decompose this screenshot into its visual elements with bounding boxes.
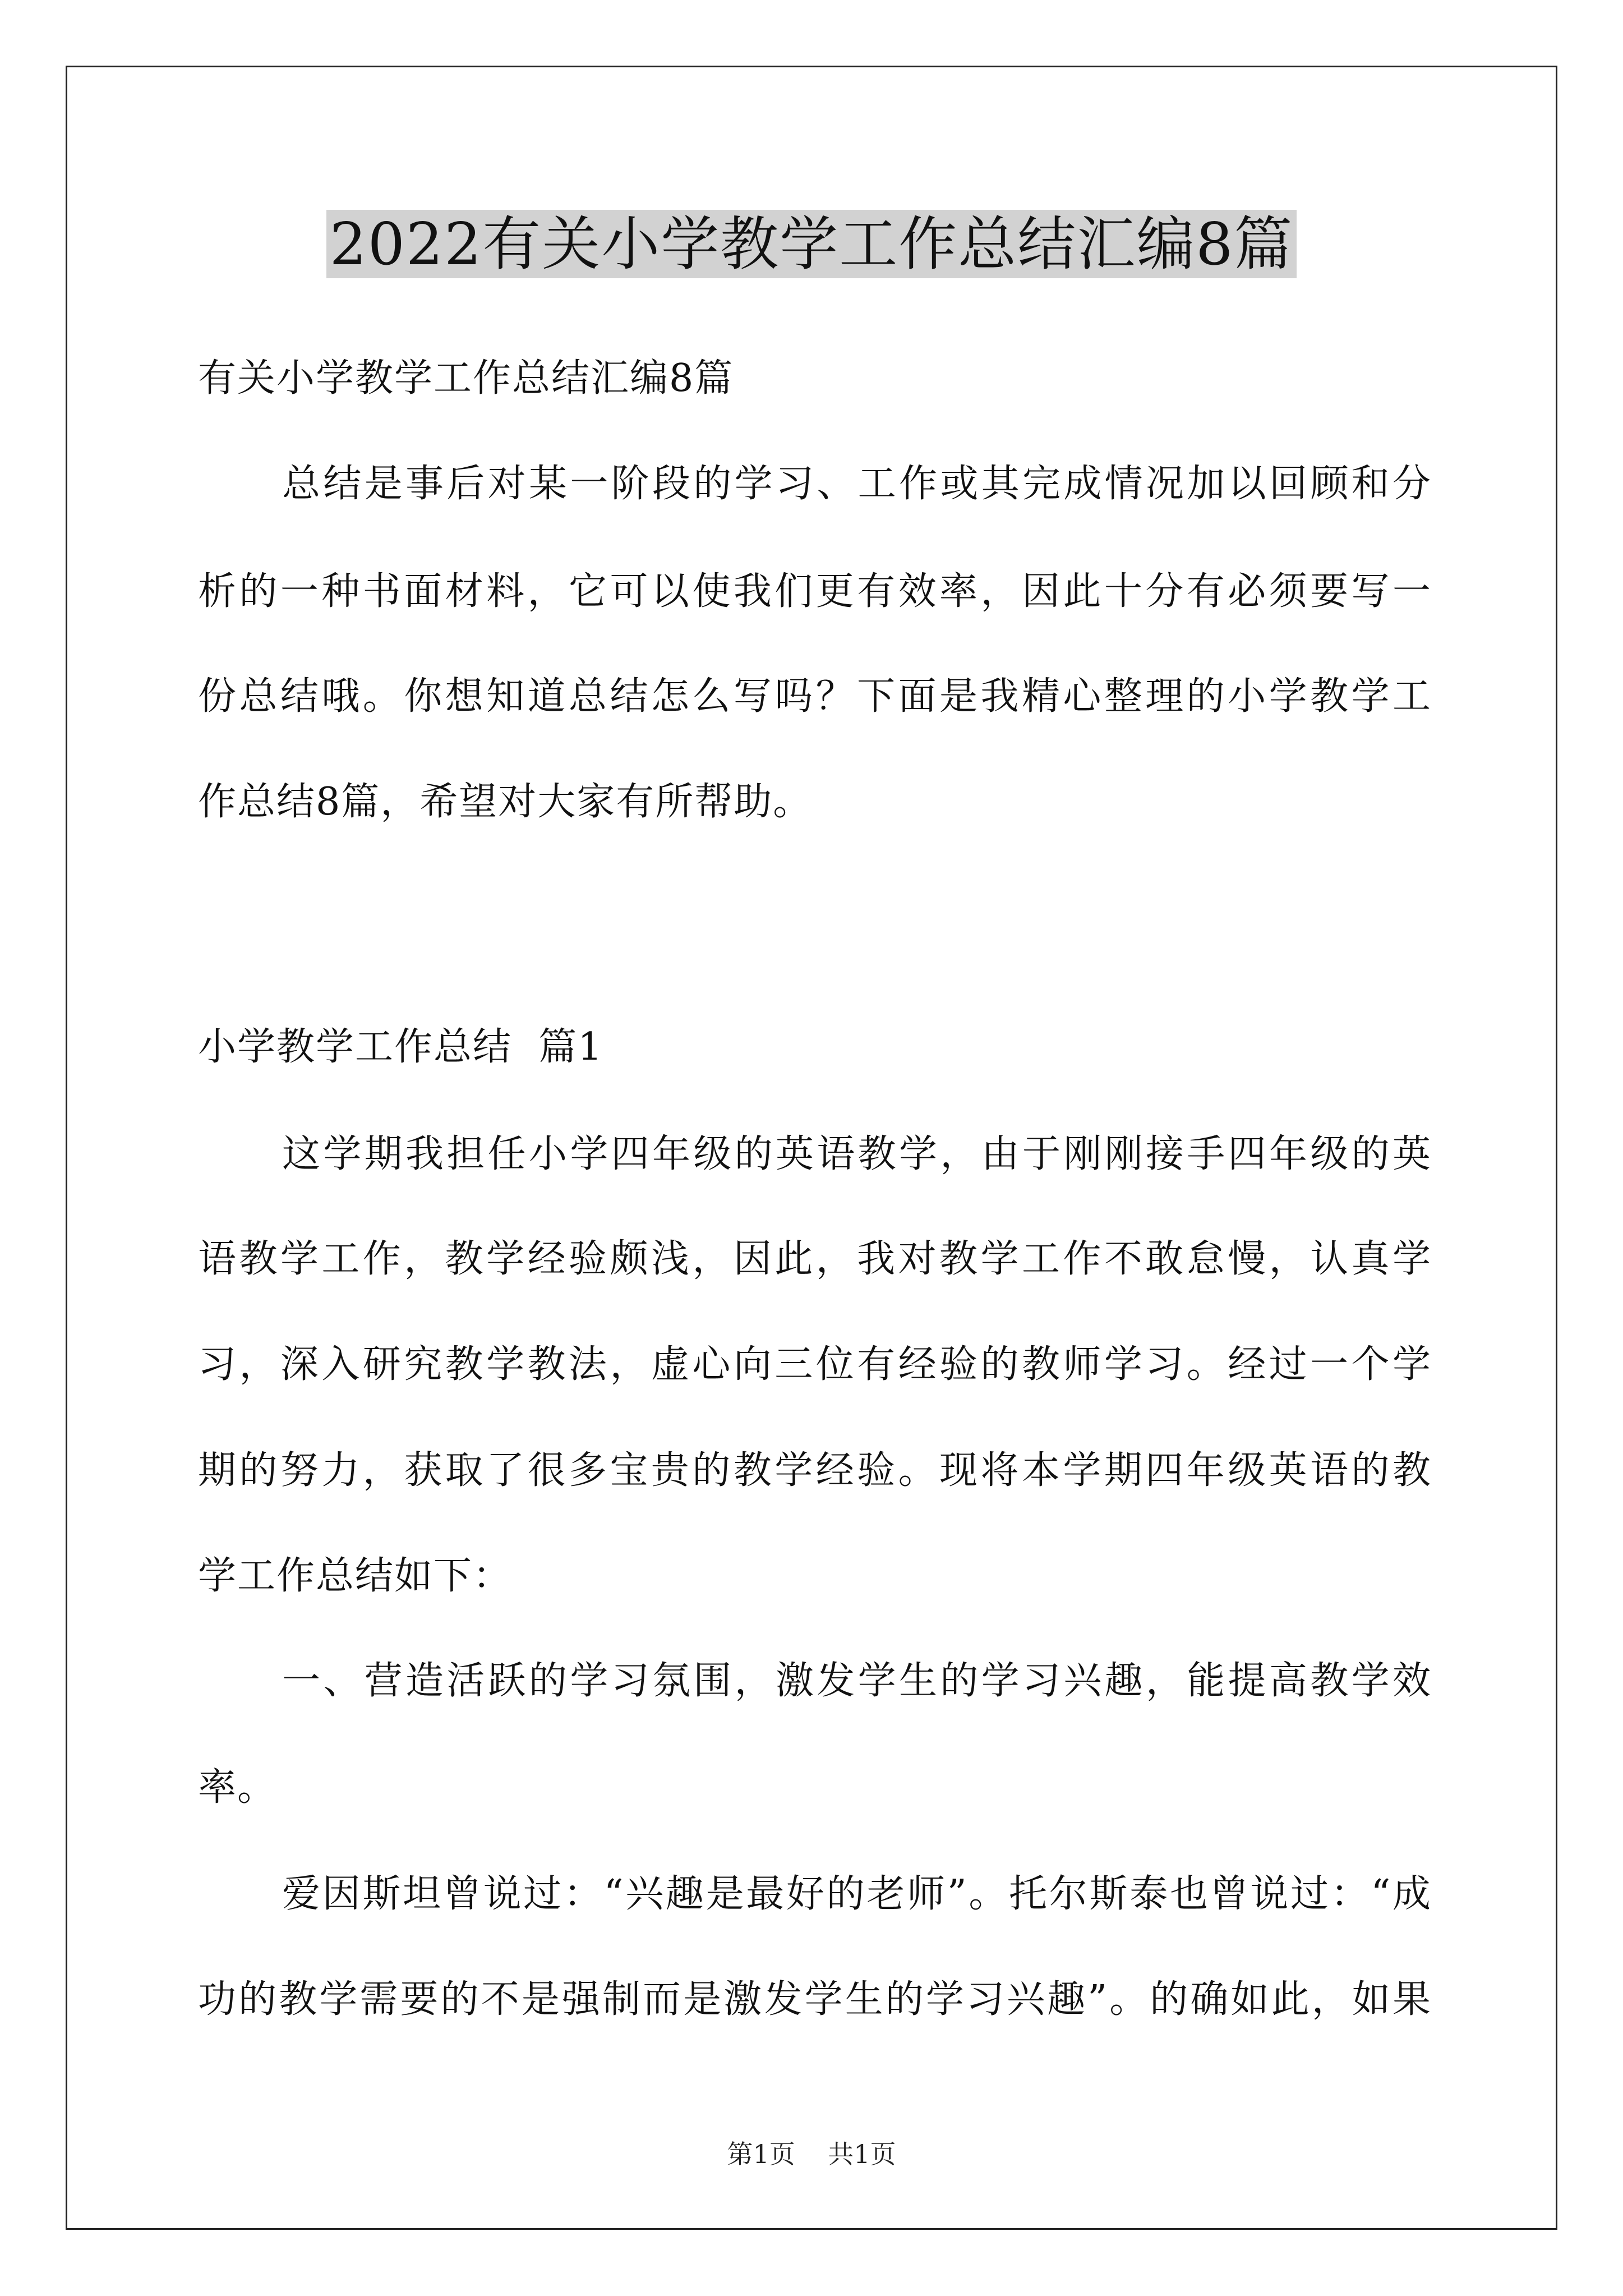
point-line: 一、营造活跃的学习氛围，激发学生的学习兴趣，能提高教学效: [282, 1659, 1432, 1703]
paragraph-line: 爱因斯坦曾说过：“兴趣是最好的老师”。托尔斯泰也曾说过：“成: [282, 1872, 1432, 1916]
intro-line: 总结是事后对某一阶段的学习、工作或其完成情况加以回顾和分: [282, 462, 1432, 506]
page-footer: [0, 2137, 1623, 2171]
paragraph-line: 语教学工作，教学经验颇浅，因此，我对教学工作不敢怠慢，认真学: [198, 1237, 1432, 1281]
point-line: 率。: [198, 1765, 277, 1810]
intro-line: 析的一种书面材料，它可以使我们更有效率，因此十分有必须要写一: [198, 569, 1432, 614]
document-title-text: 2022有关小学教学工作总结汇编8篇: [326, 210, 1297, 278]
page-number: 第1页 共1页: [727, 2139, 896, 2169]
intro-line: 份总结哦。你想知道总结怎么写吗？下面是我精心整理的小学教学工: [198, 674, 1432, 719]
paragraph-line: 习，深入研究教学教法，虚心向三位有经验的教师学习。经过一个学: [198, 1342, 1432, 1387]
paragraph-line: 功的教学需要的不是强制而是激发学生的学习兴趣”。的确如此，如果: [198, 1977, 1432, 2022]
document-title: [0, 205, 1623, 283]
intro-line: 作总结8篇，希望对大家有所帮助。: [198, 780, 813, 824]
paragraph-line: 学工作总结如下：: [198, 1554, 513, 1598]
paragraph-line: 这学期我担任小学四年级的英语教学，由于刚刚接手四年级的英: [282, 1132, 1432, 1176]
section-heading: 小学教学工作总结 篇1: [198, 1025, 603, 1069]
paragraph-line: 期的努力，获取了很多宝贵的教学经验。现将本学期四年级英语的教: [198, 1448, 1432, 1493]
document-subtitle: 有关小学教学工作总结汇编8篇: [198, 356, 734, 401]
